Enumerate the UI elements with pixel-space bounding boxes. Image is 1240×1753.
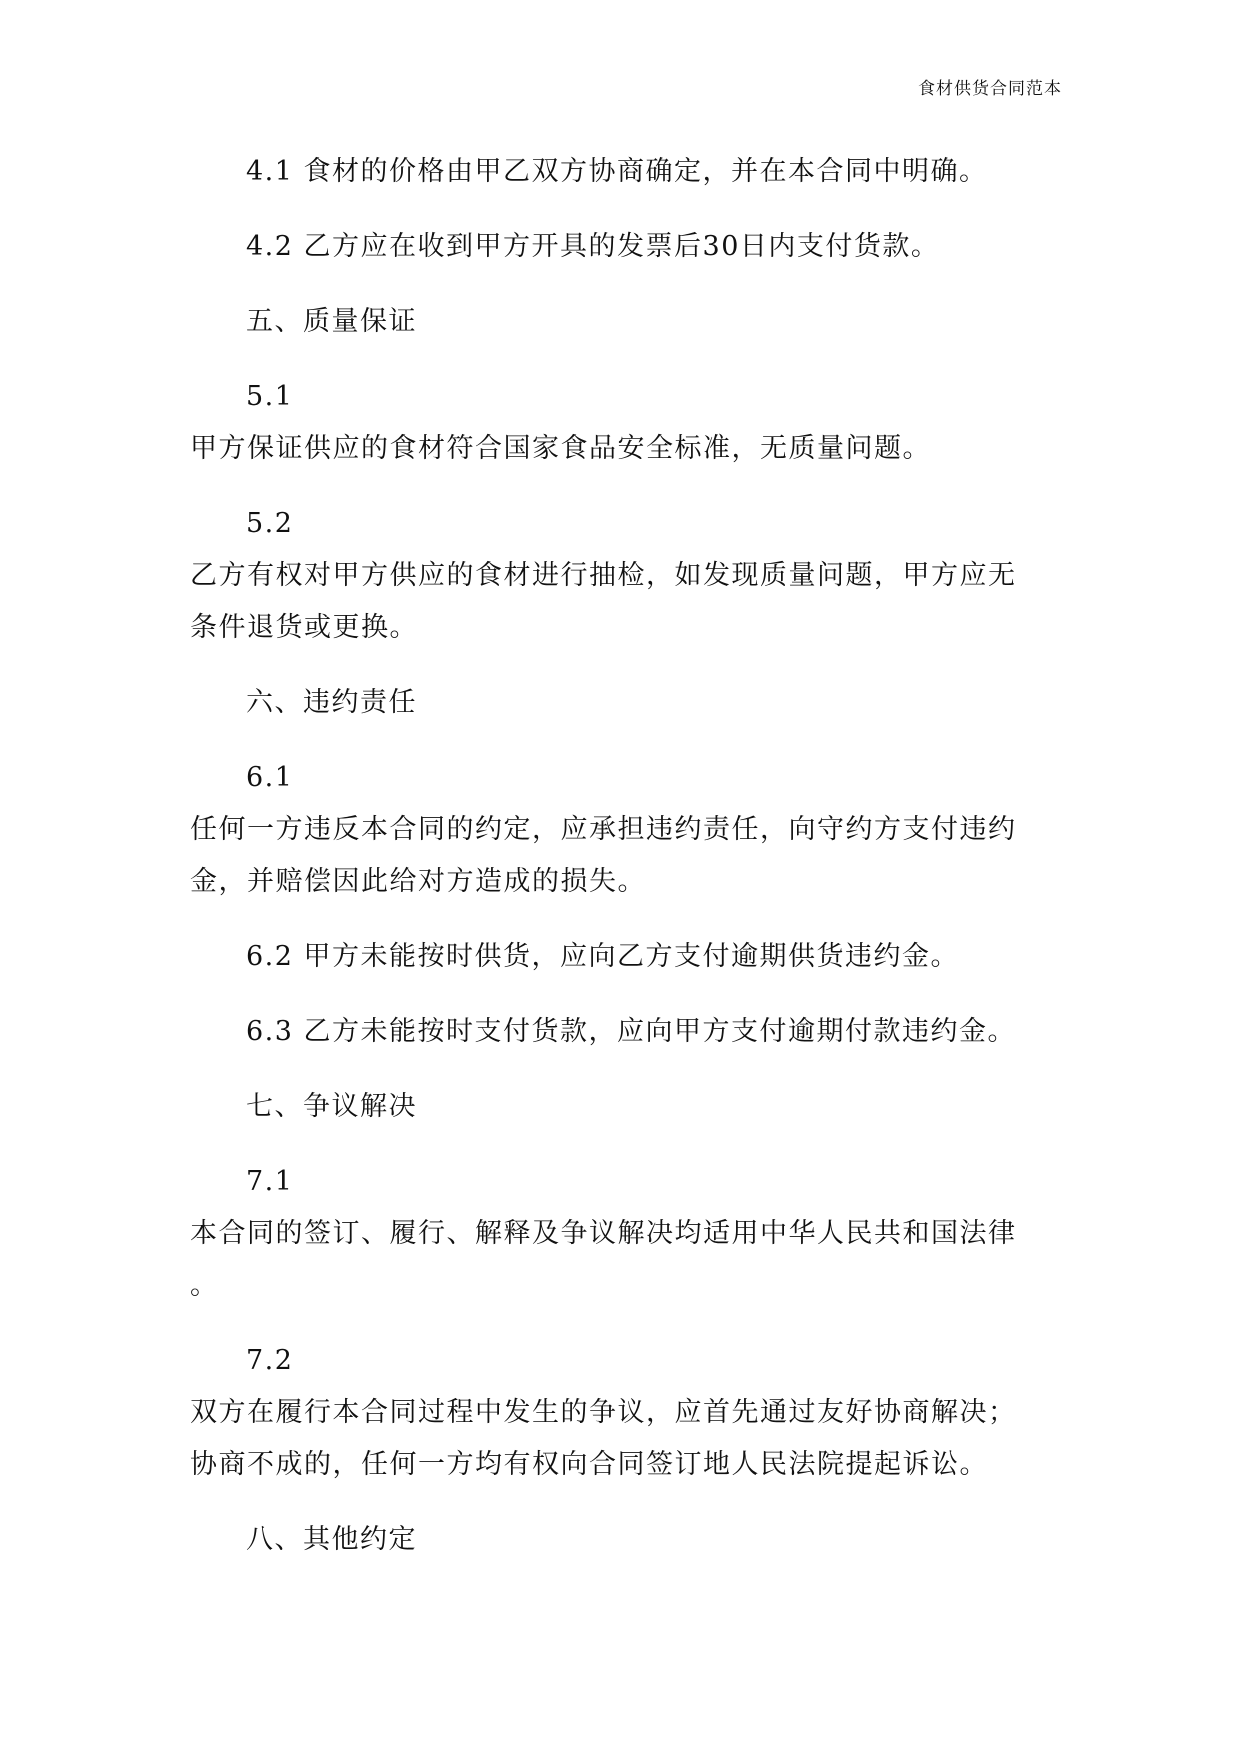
clause-5-1 (190, 371, 1042, 475)
clause-number: 5.2 (246, 508, 294, 539)
section-heading-5: 五、质量保证 (246, 306, 417, 337)
clause-text-line: 双方在履行本合同过程中发生的争议，应首先通过友好协商解决； (190, 1397, 1017, 1428)
clause-7-2 (190, 1335, 1042, 1491)
document-body (190, 146, 1042, 1566)
clause-4-2: 4.2 乙方应在收到甲方开具的发票后30日内支付货款。 (246, 231, 940, 262)
clause-6-2: 6.2 甲方未能按时供货，应向乙方支付逾期供货违约金。 (246, 941, 960, 972)
clause-text: 甲方保证供应的食材符合国家食品安全标准，无质量问题。 (190, 433, 931, 464)
page-header-title: 食材供货合同范本 (918, 79, 1062, 99)
clause-5-2 (190, 498, 1042, 654)
section-heading-8: 八、其他约定 (246, 1524, 417, 1555)
clause-6-1 (190, 752, 1042, 908)
clause-number: 6.1 (246, 762, 294, 793)
clause-text-line: 乙方有权对甲方供应的食材进行抽检，如发现质量问题，甲方应无 (190, 560, 1017, 591)
section-heading-6: 六、违约责任 (246, 687, 417, 718)
clause-4-1: 4.1 食材的价格由甲乙双方协商确定，并在本合同中明确。 (246, 156, 988, 187)
clause-7-1 (190, 1156, 1042, 1312)
section-heading-7: 七、争议解决 (246, 1091, 417, 1122)
clause-number: 5.1 (246, 381, 294, 412)
clause-text-line: 。 (190, 1270, 219, 1301)
clause-text-line: 本合同的签订、履行、解释及争议解决均适用中华人民共和国法律 (190, 1218, 1017, 1249)
clause-number: 7.2 (246, 1345, 294, 1376)
clause-text-line: 条件退货或更换。 (190, 612, 418, 643)
clause-text-line: 任何一方违反本合同的约定，应承担违约责任，向守约方支付违约 (190, 814, 1017, 845)
clause-text-line: 协商不成的，任何一方均有权向合同签订地人民法院提起诉讼。 (190, 1449, 988, 1480)
clause-number: 7.1 (246, 1166, 294, 1197)
clause-text-line: 金，并赔偿因此给对方造成的损失。 (190, 866, 646, 897)
clause-6-3: 6.3 乙方未能按时支付货款，应向甲方支付逾期付款违约金。 (246, 1016, 1017, 1047)
